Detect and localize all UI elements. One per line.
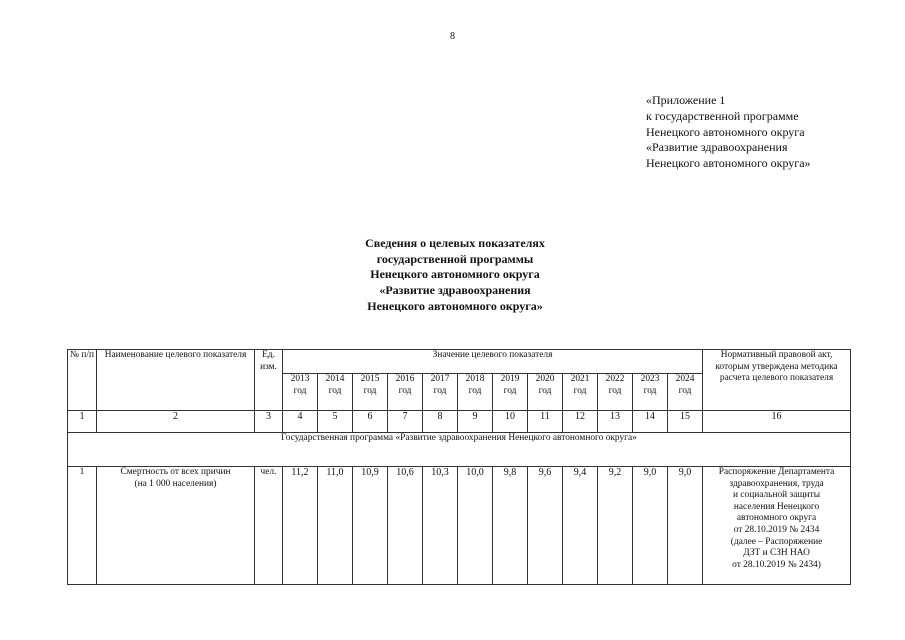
appendix-line: к государственной программе	[646, 108, 799, 123]
legal-act-line: здравоохранения, труда	[729, 478, 824, 489]
column-number: 2	[97, 411, 255, 433]
header-year: 2024 год	[668, 374, 703, 411]
legal-act-line: автономного округа	[736, 513, 817, 524]
legal-act-line: ДЗТ и СЗН НАО	[743, 548, 810, 559]
legal-act-line: (далее – Распоряжение	[730, 536, 823, 547]
page-number: 8	[450, 31, 455, 42]
header-unit: Ед. изм.	[255, 350, 283, 411]
section-title: Государственная программа «Развитие здравоохранения Ненецкого автономного округа»	[68, 433, 851, 467]
document-title	[0, 236, 905, 315]
header-year: 2018 год	[458, 374, 493, 411]
indicator-name-line: Смертность от всех причин	[120, 467, 231, 477]
column-number-row	[68, 411, 851, 433]
header-year: 2013 год	[283, 374, 318, 411]
indicator-value: 9,0	[668, 467, 703, 585]
title-line: государственной программы	[376, 251, 534, 266]
header-year: 2023 год	[633, 374, 668, 411]
appendix-line: Ненецкого автономного округа	[646, 124, 805, 139]
column-number: 8	[423, 411, 458, 433]
header-year: 2019 год	[493, 374, 528, 411]
indicator-value: 9,8	[493, 467, 528, 585]
title-line: Сведения о целевых показателях	[365, 236, 545, 250]
column-number: 6	[353, 411, 388, 433]
indicator-value: 11,2	[283, 467, 318, 585]
column-number: 9	[458, 411, 493, 433]
title-line: Ненецкого автономного округа»	[367, 298, 543, 313]
header-act: Нормативный правовой акт, которым утверждена методика расчета целевого показателя	[703, 350, 851, 411]
legal-act-line: и социальной защиты	[733, 490, 821, 501]
header-year: 2016 год	[388, 374, 423, 411]
indicator-value: 9,0	[633, 467, 668, 585]
column-number: 11	[528, 411, 563, 433]
legal-act-line: от 28.10.2019 № 2434)	[732, 559, 821, 570]
indicator-value: 10,9	[353, 467, 388, 585]
row-number: 1	[68, 467, 97, 585]
legal-act-line: Распоряжение Департамента	[718, 467, 835, 477]
title-line: Ненецкого автономного округа	[370, 267, 540, 282]
header-value-group: Значение целевого показателя	[283, 350, 703, 374]
column-number: 16	[703, 411, 851, 433]
section-row	[68, 433, 851, 467]
indicator-value: 10,6	[388, 467, 423, 585]
indicator-value: 9,6	[528, 467, 563, 585]
header-year: 2014 год	[318, 374, 353, 411]
appendix-line: «Приложение 1	[646, 93, 726, 107]
indicator-value: 9,4	[563, 467, 598, 585]
column-number: 12	[563, 411, 598, 433]
header-year: 2021 год	[563, 374, 598, 411]
indicator-value: 11,0	[318, 467, 353, 585]
header-row	[68, 350, 851, 374]
column-number: 5	[318, 411, 353, 433]
header-year: 2020 год	[528, 374, 563, 411]
appendix-line: Ненецкого автономного округа»	[646, 156, 811, 171]
column-number: 4	[283, 411, 318, 433]
title-line: «Развитие здравоохранения	[379, 283, 531, 298]
header-year: 2022 год	[598, 374, 633, 411]
header-name: Наименование целевого показателя	[97, 350, 255, 411]
header-year: 2015 год	[353, 374, 388, 411]
indicator-unit: чел.	[255, 467, 283, 585]
legal-act-line: от 28.10.2019 № 2434	[733, 524, 820, 535]
header-num: № п/п	[68, 350, 97, 411]
column-number: 3	[255, 411, 283, 433]
table-row	[68, 467, 851, 585]
appendix-line: «Развитие здравоохранения	[646, 140, 788, 155]
header-year: 2017 год	[423, 374, 458, 411]
indicator-value: 10,0	[458, 467, 493, 585]
column-number: 15	[668, 411, 703, 433]
legal-act	[703, 467, 851, 585]
column-number: 10	[493, 411, 528, 433]
column-number: 7	[388, 411, 423, 433]
column-number: 1	[68, 411, 97, 433]
column-number: 14	[633, 411, 668, 433]
indicator-value: 10,3	[423, 467, 458, 585]
indicator-name	[97, 467, 255, 585]
indicator-name-line: (на 1 000 населения)	[134, 478, 217, 489]
column-number: 13	[598, 411, 633, 433]
legal-act-line: населения Ненецкого	[733, 501, 820, 512]
appendix-note	[646, 93, 811, 172]
indicator-value: 9,2	[598, 467, 633, 585]
indicators-table	[67, 349, 851, 585]
